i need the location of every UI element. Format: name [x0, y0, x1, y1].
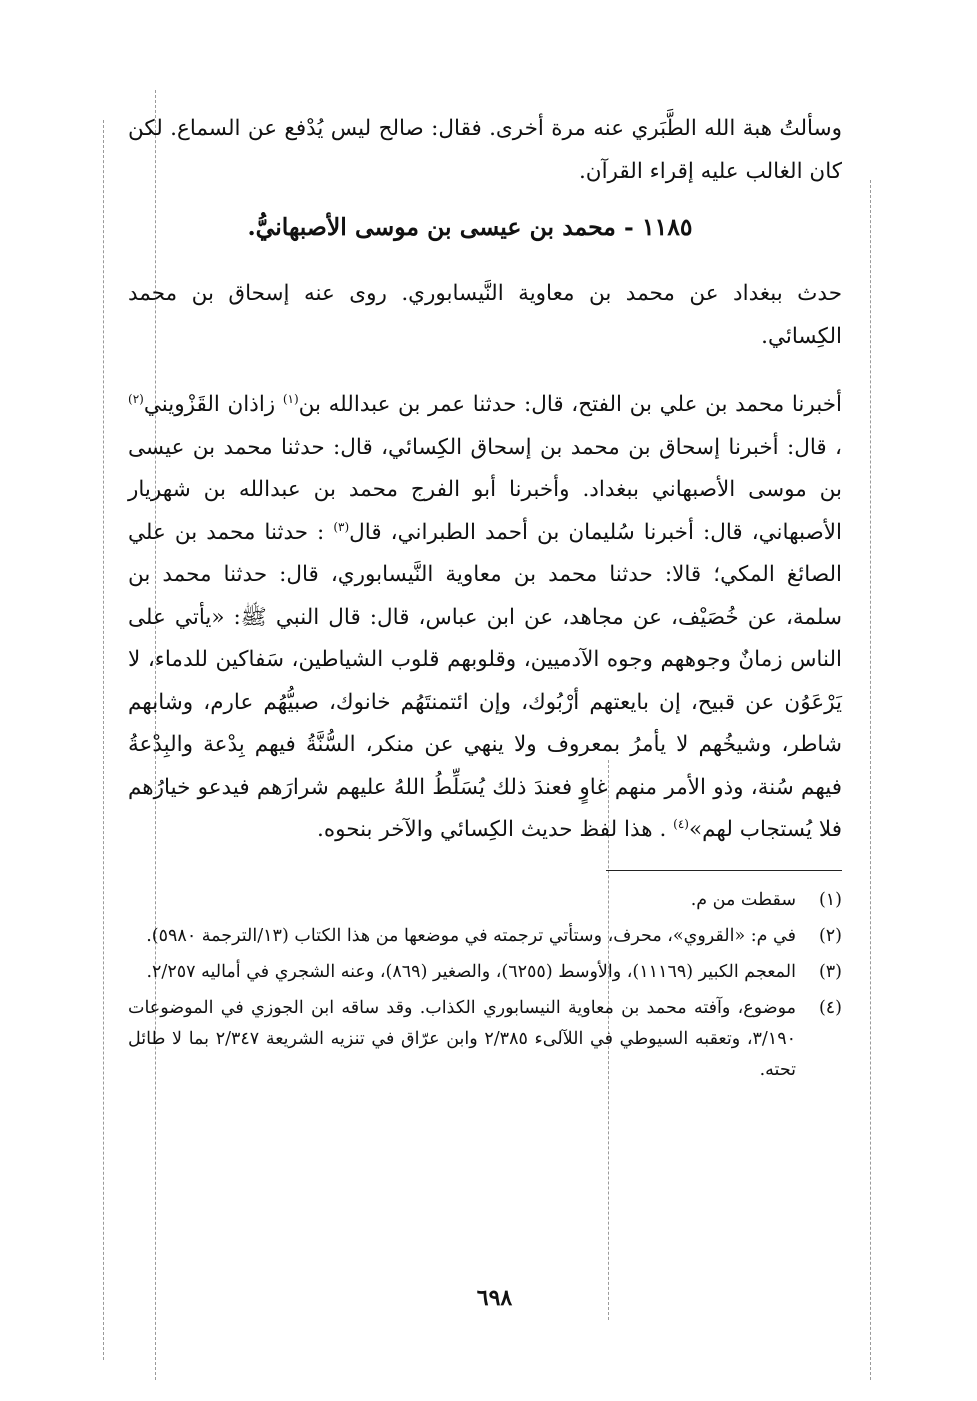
footnote-ref: (١)	[282, 391, 299, 406]
footnote-item	[128, 993, 842, 1086]
bio-paragraph: حدث ببغداد عن محمد بن معاوية النَّيسابوري. روى عنه إسحاق بن محمد الكِسائي.	[128, 281, 842, 349]
footnote-item	[128, 957, 842, 988]
footnote-text: المعجم الكبير (١١١٦٩)، والأوسط (٦٢٥٥)، والصغير (٨٦٩)، وعنه الشجري في أماليه ٢/٢٥٧.	[146, 961, 796, 982]
footnotes	[128, 885, 842, 1086]
footnote-text: سقطت من م.	[690, 889, 796, 910]
paragraph-spacer	[128, 358, 842, 384]
narration-part: أخبرنا محمد بن علي بن الفتح، قال: حدثنا عمر بن عبدالله بن	[298, 392, 842, 417]
footnote-number: (٣)	[818, 961, 842, 982]
narration-part: : حدثنا محمد بن علي الصائغ المكي؛ قالا: حدثنا محمد بن معاوية النَّيسابوري، قال: حدثنا محمد بن سلمة، عن خُصَيْف، عن مجاهد، عن ابن عباس، قال: قال النبي ﷺ: «يأتي على الناس زمانٌ وجوههم وجوه الآدميين، وقلوبهم قلوب الشياطين، سَفاكين للدماء، لا يَرْعَوُن عن قبيح، إن بايعتهم أرْبُوك، وإن ائتمنتَهُم خانوك، صبيُّهُم عارم، وشابهم شاطر، وشيخُهم لا يأمرُ بمعروف ولا ينهي عن منكر، السُّنَّةُ فيهم بِدْعة والبِدْعةُ فيهم سُنة، وذو الأمر منهم غاوٍ فعندَ ذلك يُسَلِّطُ اللهُ عليهم شرارَهم فيدعو خيارُهم فلا يُستجاب لهم»	[128, 519, 842, 842]
footnote-number: (٢)	[818, 925, 842, 946]
footnote-ref: (٢)	[128, 391, 144, 406]
page-number: ٦٩٨	[476, 1285, 513, 1311]
footnote-ref: (٤)	[673, 816, 689, 831]
main-text	[128, 108, 842, 1091]
footnote-ref: (٣)	[333, 519, 350, 534]
narration-part: . هذا لفظ حديث الكِسائي والآخر بنحوه.	[316, 817, 667, 842]
narration-part: زاذان القَزْويني	[143, 392, 276, 417]
footnote-number: (١)	[818, 889, 842, 910]
footnote-text: موضوع، وآفته محمد بن معاوية النيسابوري الكذاب. وقد ساقه ابن الجوزي في الموضوعات ٣/١٩٠، وتعقبه السيوطي في اللآلىء ٢/٣٨٥ وابن عرّاق في تنزيه الشريعة ٢/٣٤٧ بما لا طائل تحته.	[128, 997, 797, 1080]
scan-artifact-line	[870, 180, 871, 1380]
footnote-item	[128, 921, 842, 952]
narration-part: ، قال: أخبرنا إسحاق بن محمد بن إسحاق الكِسائي، قال: حدثنا محمد بن عيسى بن موسى الأصبهاني ببغداد. وأخبرنا أبو الفرج محمد بن عبدالله بن شهريار الأصبهاني، قال: أخبرنا سُليمان بن أحمد الطبراني، قال	[128, 434, 842, 545]
narration-paragraph	[128, 384, 842, 852]
footnote-divider	[606, 870, 842, 871]
footnote-text: في م: «القروي»، محرف، وستأتي ترجمته في موضعها من هذا الكتاب (١٣/الترجمة ٥٩٨٠).	[146, 925, 796, 946]
entry-intro: وسألتُ هبة الله الطَّبَري عنه مرة أخرى. فقال: صالح ليس يُدْفع عن السماع. لكن كان الغالب عليه إقراء القرآن.	[128, 116, 842, 184]
footnote-number: (٤)	[818, 997, 842, 1018]
scan-artifact-line	[103, 120, 104, 1360]
footnote-item	[128, 885, 842, 916]
entry-heading: ١١٨٥ - محمد بن عيسى بن موسى الأصبهانيُّ.	[247, 213, 693, 241]
